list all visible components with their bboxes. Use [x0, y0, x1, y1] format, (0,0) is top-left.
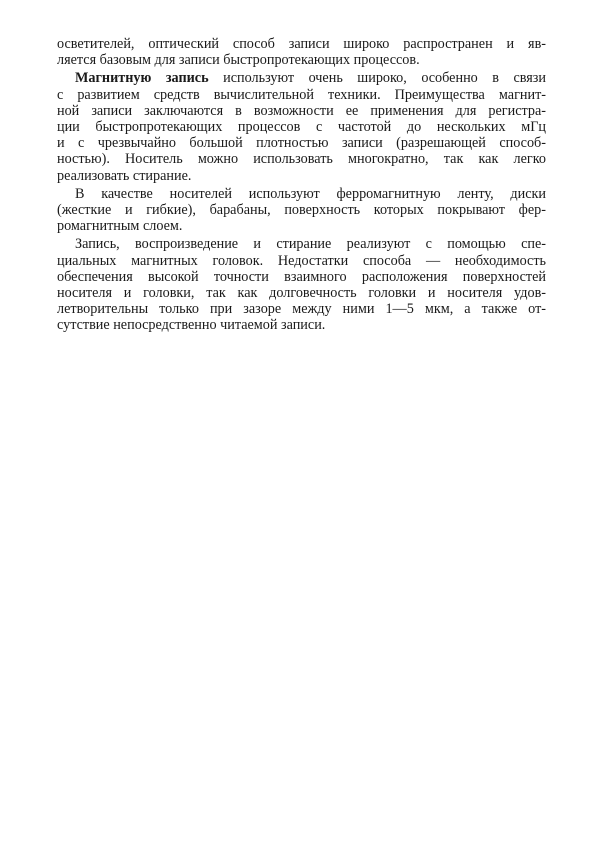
text-line: реализовать стирание. — [57, 167, 192, 184]
text-line: и с чрезвычайно большой плотностью записи (разрешающей способ- — [57, 135, 546, 152]
text-line: циальных магнитных головок. Недостатки способа — необходимость — [57, 252, 546, 269]
paragraph-3 — [57, 186, 546, 235]
text-line: с развитием средств вычислительной техники. Преимущества магнит- — [57, 86, 546, 103]
text-line: ной записи заключаются в возможности ее применения для регистра- — [57, 102, 546, 119]
text-line: летворительны только при зазоре между ними 1—5 мкм, а также от- — [57, 301, 546, 318]
text-line: обеспечения высокой точности взаимного расположения поверхностей — [57, 268, 546, 285]
text-line: ностью). Носитель можно использовать многократно, так как легко — [57, 151, 546, 168]
text-line: В качестве носителей используют ферромагнитную ленту, диски — [75, 185, 546, 202]
paragraph-2 — [57, 70, 546, 183]
text-line: ромагнитным слоем. — [57, 218, 183, 235]
text-line: (жесткие и гибкие), барабаны, поверхность которых покрывают фер- — [57, 202, 546, 219]
text-line: осветителей, оптический способ записи широко распространен и яв- — [57, 36, 546, 52]
text-line — [57, 70, 546, 86]
paragraph-1 — [57, 36, 546, 68]
body-text — [57, 36, 546, 336]
text-line: ляется базовым для записи быстропротекающих процессов. — [57, 52, 420, 69]
text-fragment: используют очень широко, особенно в связи — [208, 70, 546, 87]
key-term: Магнитную запись — [75, 70, 209, 87]
text-line: носителя и головки, так как долговечность головки и носителя удов- — [57, 285, 546, 302]
text-line: Запись, воспроизведение и стирание реализуют с помощью спе- — [75, 236, 546, 253]
text-line: сутствие непосредственно читаемой записи. — [57, 317, 326, 334]
text-line: ции быстропротекающих процессов с частотой до нескольких мГц — [57, 119, 546, 136]
paragraph-4 — [57, 236, 546, 333]
